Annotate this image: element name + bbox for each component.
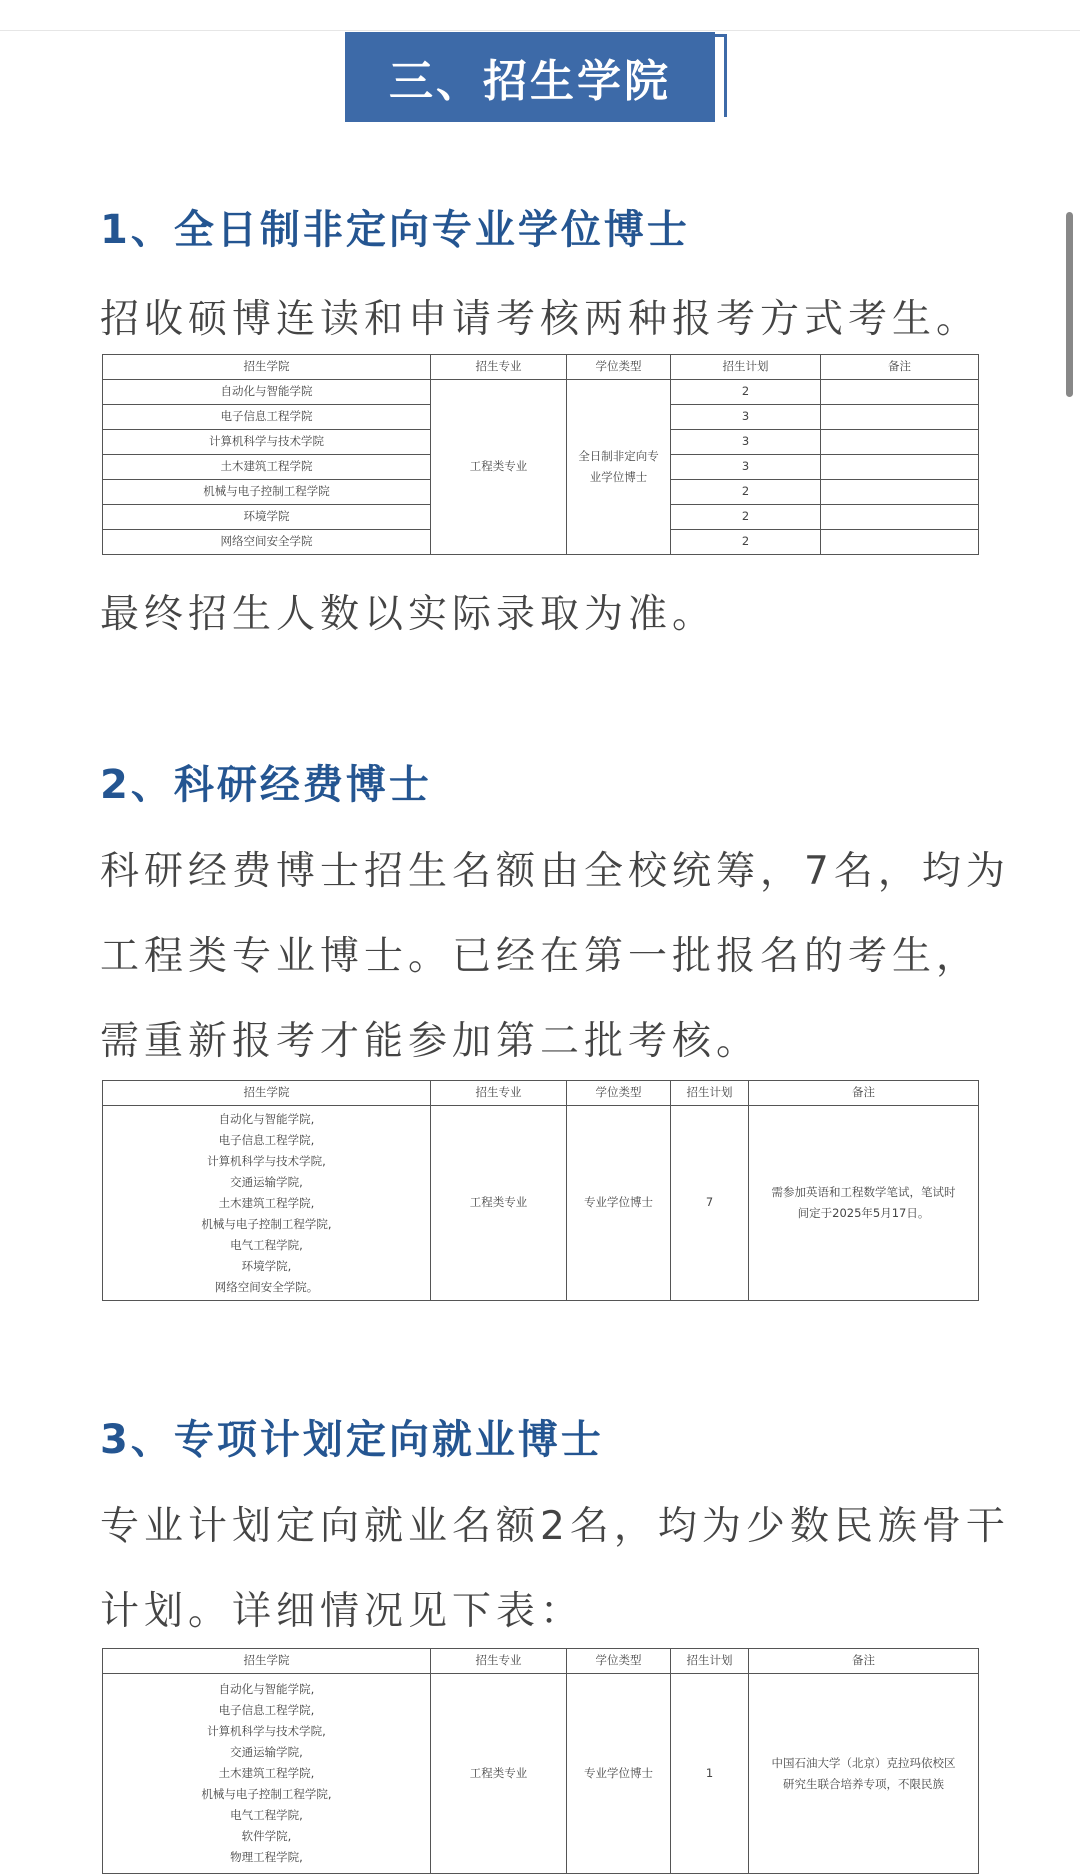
college-item: 电子信息工程学院, [218,1703,315,1717]
table-header-row [103,355,979,380]
remark-line1: 中国石油大学（北京）克拉玛依校区 [771,1755,956,1770]
cell-plan: 1 [671,1674,749,1874]
section-banner: 三、招生学院 [345,32,715,122]
cell-degree-line2: 业学位博士 [589,470,648,484]
cell-college: 机械与电子控制工程学院 [103,480,431,505]
table-section2 [102,1080,979,1301]
section3-heading: 3、专项计划定向就业博士 [100,1417,604,1463]
cell-college: 自动化与智能学院 [103,380,431,405]
header-college: 招生学院 [103,1649,431,1674]
cell-plan: 3 [671,405,821,430]
scrollbar[interactable] [1066,212,1073,397]
cell-plan: 2 [671,530,821,555]
college-item: 网络空间安全学院。 [214,1279,319,1294]
cell-colleges [103,1106,431,1301]
cell-major: 工程类专业 [431,1674,567,1874]
college-item: 土木建筑工程学院, [218,1766,315,1780]
table-header-row [103,1081,979,1106]
college-item: 土木建筑工程学院, [218,1195,315,1210]
section1-heading: 1、全日制非定向专业学位博士 [100,207,690,253]
college-item: 交通运输学院, [230,1174,303,1189]
cell-degree [567,380,671,555]
header-remark: 备注 [749,1081,979,1106]
top-divider [0,30,1080,31]
college-item: 电子信息工程学院, [218,1132,315,1147]
remark-line1: 需参加英语和工程数学笔试，笔试时 [771,1185,956,1200]
college-item: 自动化与智能学院, [218,1682,315,1696]
college-item: 计算机科学与技术学院, [207,1724,326,1738]
cell-degree: 专业学位博士 [567,1106,671,1301]
table-row [103,1106,979,1301]
section2-line2: 工程类专业博士。已经在第一批报名的考生， [100,934,981,979]
college-item: 机械与电子控制工程学院, [201,1787,332,1801]
cell-remark [821,405,979,430]
cell-plan: 2 [671,505,821,530]
cell-college: 环境学院 [103,505,431,530]
section3-line2: 计划。详细情况见下表： [100,1589,585,1634]
college-item: 物理工程学院, [230,1850,303,1864]
header-major: 招生专业 [431,1649,567,1674]
header-degree: 学位类型 [567,355,671,380]
cell-remark [821,505,979,530]
cell-degree-line1: 全日制非定向专 [578,449,659,464]
college-item: 软件学院, [241,1829,292,1843]
header-college: 招生学院 [103,1081,431,1106]
header-major: 招生专业 [431,355,567,380]
cell-plan: 7 [671,1106,749,1301]
college-item: 自动化与智能学院, [218,1111,315,1126]
cell-remark [749,1674,979,1874]
cell-plan: 3 [671,430,821,455]
cell-remark [821,455,979,480]
cell-plan: 2 [671,380,821,405]
table-row [103,1674,979,1874]
cell-plan: 2 [671,480,821,505]
remark-line2: 研究生联合培养专项，不限民族 [783,1776,944,1791]
header-major: 招生专业 [431,1081,567,1106]
section1-text: 招收硕博连读和申请考核两种报考方式考生。 [100,297,981,342]
cell-remark [821,480,979,505]
college-item: 电气工程学院, [230,1808,303,1822]
header-remark: 备注 [749,1649,979,1674]
college-item: 计算机科学与技术学院, [207,1153,326,1168]
cell-college: 土木建筑工程学院 [103,455,431,480]
section1-note: 最终招生人数以实际录取为准。 [100,592,717,637]
cell-remark [821,530,979,555]
cell-major: 工程类专业 [431,380,567,555]
section3-line1: 专业计划定向就业名额2名，均为少数民族骨干 [100,1504,1010,1549]
section2-heading: 2、科研经费博士 [100,762,432,808]
cell-major: 工程类专业 [431,1106,567,1301]
cell-remark [749,1106,979,1301]
cell-colleges [103,1674,431,1874]
section2-line1: 科研经费博士招生名额由全校统筹，7名，均为 [100,849,1010,894]
header-plan: 招生计划 [671,1081,749,1106]
college-item: 环境学院, [241,1258,292,1273]
table-section1 [102,354,979,555]
college-item: 机械与电子控制工程学院, [201,1216,332,1231]
college-item: 交通运输学院, [230,1745,303,1759]
cell-remark [821,380,979,405]
header-plan: 招生计划 [671,1649,749,1674]
section2-line3: 需重新报考才能参加第二批考核。 [100,1019,761,1064]
cell-remark [821,430,979,455]
remark-line2: 间定于2025年5月17日。 [797,1206,930,1220]
header-degree: 学位类型 [567,1081,671,1106]
table-section3 [102,1648,979,1874]
header-degree: 学位类型 [567,1649,671,1674]
cell-college: 网络空间安全学院 [103,530,431,555]
cell-plan: 3 [671,455,821,480]
cell-college: 计算机科学与技术学院 [103,430,431,455]
cell-degree: 专业学位博士 [567,1674,671,1874]
cell-college: 电子信息工程学院 [103,405,431,430]
college-item: 电气工程学院, [230,1237,303,1252]
table-row [103,380,979,405]
header-remark: 备注 [821,355,979,380]
header-plan: 招生计划 [671,355,821,380]
header-college: 招生学院 [103,355,431,380]
table-header-row [103,1649,979,1674]
